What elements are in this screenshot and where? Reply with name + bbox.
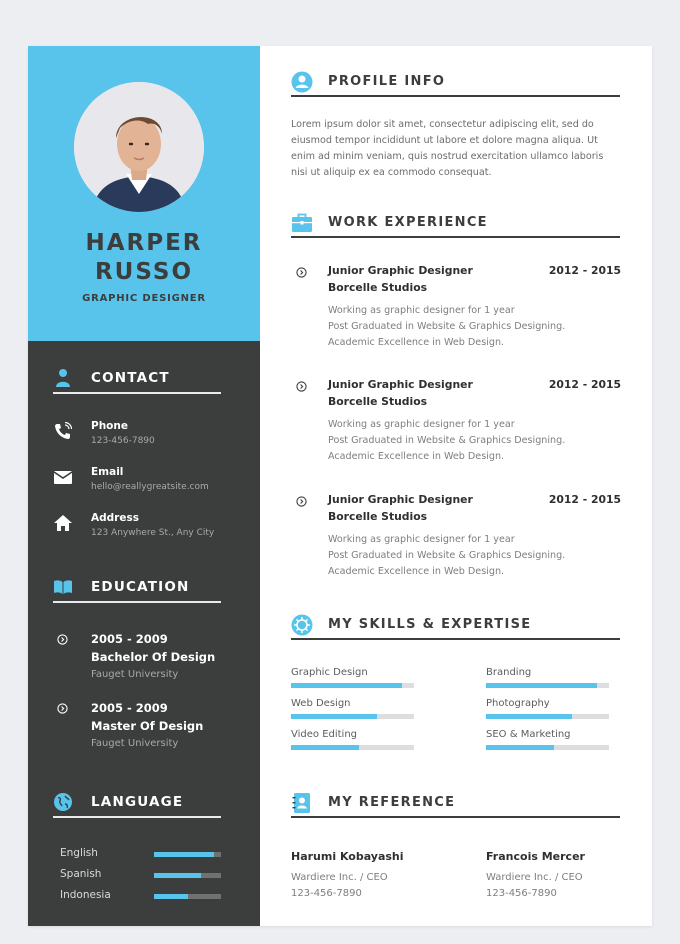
skill-bar-fill (291, 745, 359, 750)
job-company: Borcelle Studios (328, 510, 428, 523)
contact-label: Email (91, 466, 124, 478)
job-detail: Working as graphic designer for 1 year (328, 419, 515, 430)
education-item (53, 701, 243, 753)
skill-name: Video Editing (291, 729, 358, 740)
skill-name: Photography (486, 698, 550, 709)
education-degree: Master Of Design (91, 719, 204, 733)
contact-heading (53, 368, 221, 394)
contact-value: 123 Anywhere St., Any City (91, 528, 215, 538)
education-school: Fauget University (91, 669, 179, 680)
skill-item (291, 667, 415, 691)
skill-name: Graphic Design (291, 667, 368, 678)
profile-heading-text: PROFILE INFO (328, 74, 446, 89)
experience-item (291, 493, 621, 583)
language-name: Indonesia (60, 889, 111, 901)
education-years: 2005 - 2009 (91, 701, 168, 715)
reference-heading (291, 792, 620, 818)
job-detail: Academic Excellence in Web Design. (328, 337, 505, 348)
language-item (60, 868, 222, 882)
skill-bar (486, 745, 609, 750)
skill-bar-fill (291, 683, 402, 688)
skills-heading (291, 614, 620, 640)
experience-item (291, 264, 621, 354)
language-bar-fill (154, 873, 201, 878)
language-item (60, 889, 222, 903)
portrait-photo (74, 82, 204, 212)
experience-item (291, 378, 621, 468)
job-years: 2012 - 2015 (548, 378, 621, 391)
resume-page (28, 46, 652, 926)
job-detail: Post Graduated in Website & Graphics Designing. (328, 550, 566, 561)
skill-bar (486, 714, 609, 719)
contact-value: 123-456-7890 (91, 436, 155, 446)
skill-item (291, 729, 415, 753)
chevron-circle-icon (57, 703, 68, 714)
job-company: Borcelle Studios (328, 395, 428, 408)
language-item (60, 847, 222, 861)
contact-label: Address (91, 512, 139, 524)
language-heading (53, 792, 221, 818)
sidebar (28, 46, 260, 926)
contact-email (53, 466, 233, 496)
contact-value: hello@reallygreatsite.com (91, 482, 209, 492)
skill-bar (486, 683, 609, 688)
chevron-circle-icon (296, 267, 307, 278)
skill-bar (291, 745, 414, 750)
job-years: 2012 - 2015 (548, 264, 621, 277)
language-bar-fill (154, 894, 188, 899)
chevron-circle-icon (57, 634, 68, 645)
education-item (53, 632, 243, 684)
contact-address (53, 512, 233, 542)
education-heading-text: EDUCATION (91, 579, 190, 595)
language-name: Spanish (60, 868, 102, 880)
avatar (74, 82, 204, 212)
skill-item (291, 698, 415, 722)
profile-text: Lorem ipsum dolor sit amet, consectetur adipiscing elit, sed do eiusmod tempor incididunt ut labore et dolore magna aliqua. Ut enim ad minim veniam, quis nostrud exercitation ullamco laboris nisi ut aliquip ex ea commodo consequat. (291, 119, 604, 178)
language-bar (154, 873, 221, 878)
language-bar-fill (154, 852, 214, 857)
language-bar (154, 894, 221, 899)
reference-phone: 123-456-7890 (291, 888, 362, 899)
settings-badge-icon (291, 614, 313, 636)
contact-heading-text: CONTACT (91, 370, 170, 386)
job-detail: Post Graduated in Website & Graphics Designing. (328, 435, 566, 446)
job-title: GRAPHIC DESIGNER (82, 293, 206, 304)
reference-company: Wardiere Inc. / CEO (291, 872, 388, 883)
contact-book-icon (291, 792, 313, 814)
experience-heading (291, 212, 620, 238)
reference-name: Harumi Kobayashi (291, 850, 404, 863)
skill-item (486, 698, 610, 722)
reference-heading-text: MY REFERENCE (328, 795, 456, 810)
job-title: Junior Graphic Designer (328, 378, 473, 391)
skill-item (486, 667, 610, 691)
skills-heading-text: MY SKILLS & EXPERTISE (328, 617, 532, 632)
job-detail: Working as graphic designer for 1 year (328, 534, 515, 545)
job-title: Junior Graphic Designer (328, 493, 473, 506)
name-first: HARPER (85, 230, 203, 256)
education-degree: Bachelor Of Design (91, 650, 216, 664)
job-detail: Working as graphic designer for 1 year (328, 305, 515, 316)
language-bar (154, 852, 221, 857)
reference-phone: 123-456-7890 (486, 888, 557, 899)
education-heading (53, 577, 221, 603)
job-detail: Post Graduated in Website & Graphics Designing. (328, 321, 566, 332)
job-company: Borcelle Studios (328, 281, 428, 294)
skill-bar (291, 714, 414, 719)
skill-name: Web Design (291, 698, 351, 709)
experience-heading-text: WORK EXPERIENCE (328, 215, 488, 230)
language-name: English (60, 847, 98, 859)
chevron-circle-icon (296, 496, 307, 507)
skill-item (486, 729, 610, 753)
book-icon (53, 577, 73, 597)
skill-name: Branding (486, 667, 532, 678)
education-years: 2005 - 2009 (91, 632, 168, 646)
briefcase-icon (291, 212, 313, 234)
contact-label: Phone (91, 420, 128, 432)
job-detail: Academic Excellence in Web Design. (328, 566, 505, 577)
job-detail: Academic Excellence in Web Design. (328, 451, 505, 462)
education-school: Fauget University (91, 738, 179, 749)
skill-bar-fill (486, 745, 554, 750)
job-title: Junior Graphic Designer (328, 264, 473, 277)
contact-phone (53, 420, 233, 450)
profile-circle-icon (291, 71, 313, 93)
skill-name: SEO & Marketing (486, 729, 571, 740)
name-last: RUSSO (94, 259, 194, 285)
chevron-circle-icon (296, 381, 307, 392)
skill-bar (291, 683, 414, 688)
globe-icon (53, 792, 73, 812)
home-icon (53, 514, 73, 532)
language-heading-text: LANGUAGE (91, 794, 184, 810)
header-panel (28, 46, 260, 341)
profile-heading (291, 71, 620, 97)
skill-bar-fill (291, 714, 377, 719)
job-years: 2012 - 2015 (548, 493, 621, 506)
reference-company: Wardiere Inc. / CEO (486, 872, 583, 883)
mail-icon (53, 468, 73, 486)
phone-icon (53, 422, 73, 440)
person-icon (53, 368, 73, 388)
skill-bar-fill (486, 683, 597, 688)
skill-bar-fill (486, 714, 572, 719)
reference-name: Francois Mercer (486, 850, 585, 863)
